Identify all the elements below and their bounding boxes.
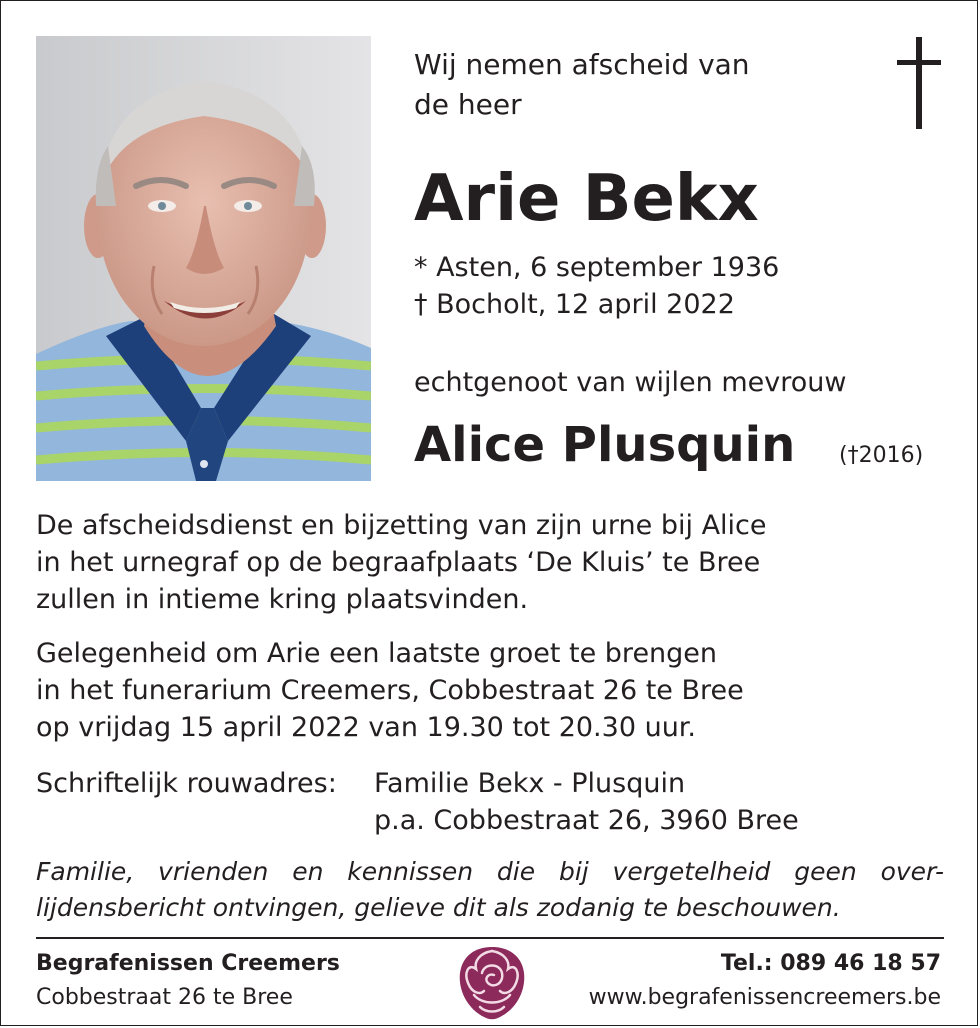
death-date: † Bocholt, 12 april 2022 [414, 289, 735, 320]
life-dates [414, 249, 779, 323]
address-line-1: Familie Bekx - Plusquin [374, 768, 686, 799]
notice-line-2: lijdensbericht ontvingen, gelieve dit als zodanig te beschouwen. [36, 893, 841, 922]
funeral-company-name: Begrafenissen Creemers [36, 951, 340, 976]
intro-line-2: de heer [414, 88, 522, 121]
portrait-photo [36, 36, 371, 481]
visitation-paragraph [36, 635, 744, 746]
funeral-company-website[interactable]: www.begrafenissencreemers.be [588, 985, 941, 1010]
portrait-illustration [36, 36, 371, 481]
notice-text [36, 854, 944, 926]
birth-date: * Asten, 6 september 1936 [414, 252, 780, 283]
address-line-2: p.a. Cobbestraat 26, 3960 Bree [374, 805, 799, 836]
visitation-line: in het funerarium Creemers, Cobbestraat 26 te Bree [36, 675, 744, 706]
spouse-name: Alice Plusquin [414, 417, 796, 473]
funeral-company-phone: Tel.: 089 46 18 57 [720, 951, 941, 976]
spouse-label: echtgenoot van wijlen mevrouw [414, 367, 847, 398]
service-line: in het urnegraf op de begraafplaats ‘De Kluis’ te Bree [36, 547, 761, 578]
visitation-line: op vrijdag 15 april 2022 van 19.30 tot 20.30 uur. [36, 712, 697, 743]
funeral-company-address: Cobbestraat 26 te Bree [36, 985, 293, 1010]
service-paragraph [36, 507, 767, 618]
intro-line-1: Wij nemen afscheid van [414, 48, 750, 81]
latin-cross-icon [897, 37, 941, 129]
spouse-death-year: (†2016) [839, 443, 924, 468]
deceased-name: Arie Bekx [414, 162, 759, 236]
intro-text [414, 45, 750, 125]
address-label: Schriftelijk rouwadres: [36, 768, 337, 799]
service-line: zullen in intieme kring plaatsvinden. [36, 584, 529, 615]
footer-divider [36, 937, 944, 939]
rose-logo-icon [454, 943, 530, 1023]
service-line: De afscheidsdienst en bijzetting van zijn urne bij Alice [36, 510, 767, 541]
mourning-address [374, 765, 799, 839]
visitation-line: Gelegenheid om Arie een laatste groet te brengen [36, 638, 718, 669]
notice-line-1: Familie, vrienden en kennissen die bij vergetelheid geen over- [36, 857, 944, 886]
